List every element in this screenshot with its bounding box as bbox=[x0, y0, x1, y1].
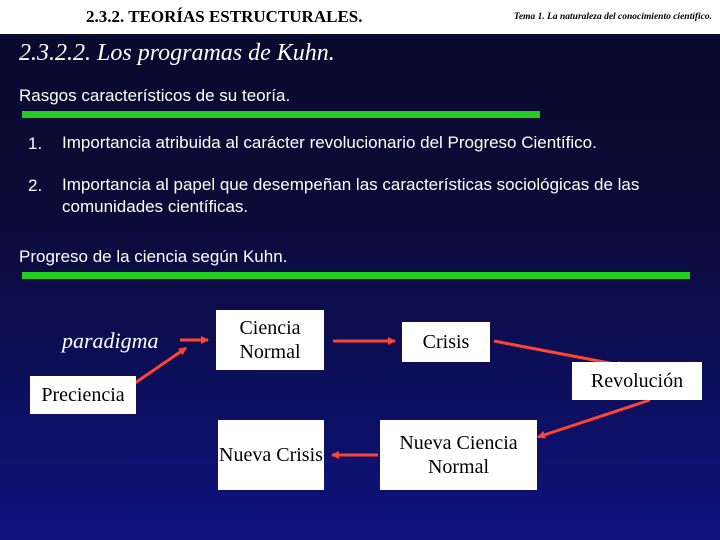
node-paradigma: paradigma bbox=[62, 328, 159, 353]
feature-number-1: 1. bbox=[28, 134, 43, 153]
arrow-revolucion-to-nueva-ciencia-normal bbox=[538, 400, 650, 437]
node-crisis: Crisis bbox=[402, 322, 490, 362]
node-preciencia: Preciencia bbox=[30, 376, 136, 414]
features-heading: Rasgos característicos de su teoría. bbox=[19, 86, 291, 105]
feature-text-2: Importancia al papel que desempeñan las características sociológicas de las comunidades científicas. bbox=[62, 175, 640, 216]
section-title: 2.3.2. TEORÍAS ESTRUCTURALES. bbox=[86, 7, 363, 26]
feature-number-2: 2. bbox=[28, 176, 43, 195]
progress-heading: Progreso de la ciencia según Kuhn. bbox=[19, 247, 288, 266]
node-nueva-crisis: Nueva Crisis bbox=[218, 420, 324, 490]
node-revolucion: Revolución bbox=[572, 362, 702, 400]
page-title: 2.3.2.2. Los programas de Kuhn. bbox=[19, 40, 335, 66]
node-ciencia-normal: Ciencia Normal bbox=[216, 310, 324, 370]
chapter-subtitle: Tema 1. La naturaleza del conocimiento científico. bbox=[513, 12, 712, 22]
feature-text-1: Importancia atribuida al carácter revolucionario del Progreso Científico. bbox=[62, 133, 597, 152]
node-nueva-ciencia-normal: Nueva Ciencia Normal bbox=[380, 420, 537, 490]
